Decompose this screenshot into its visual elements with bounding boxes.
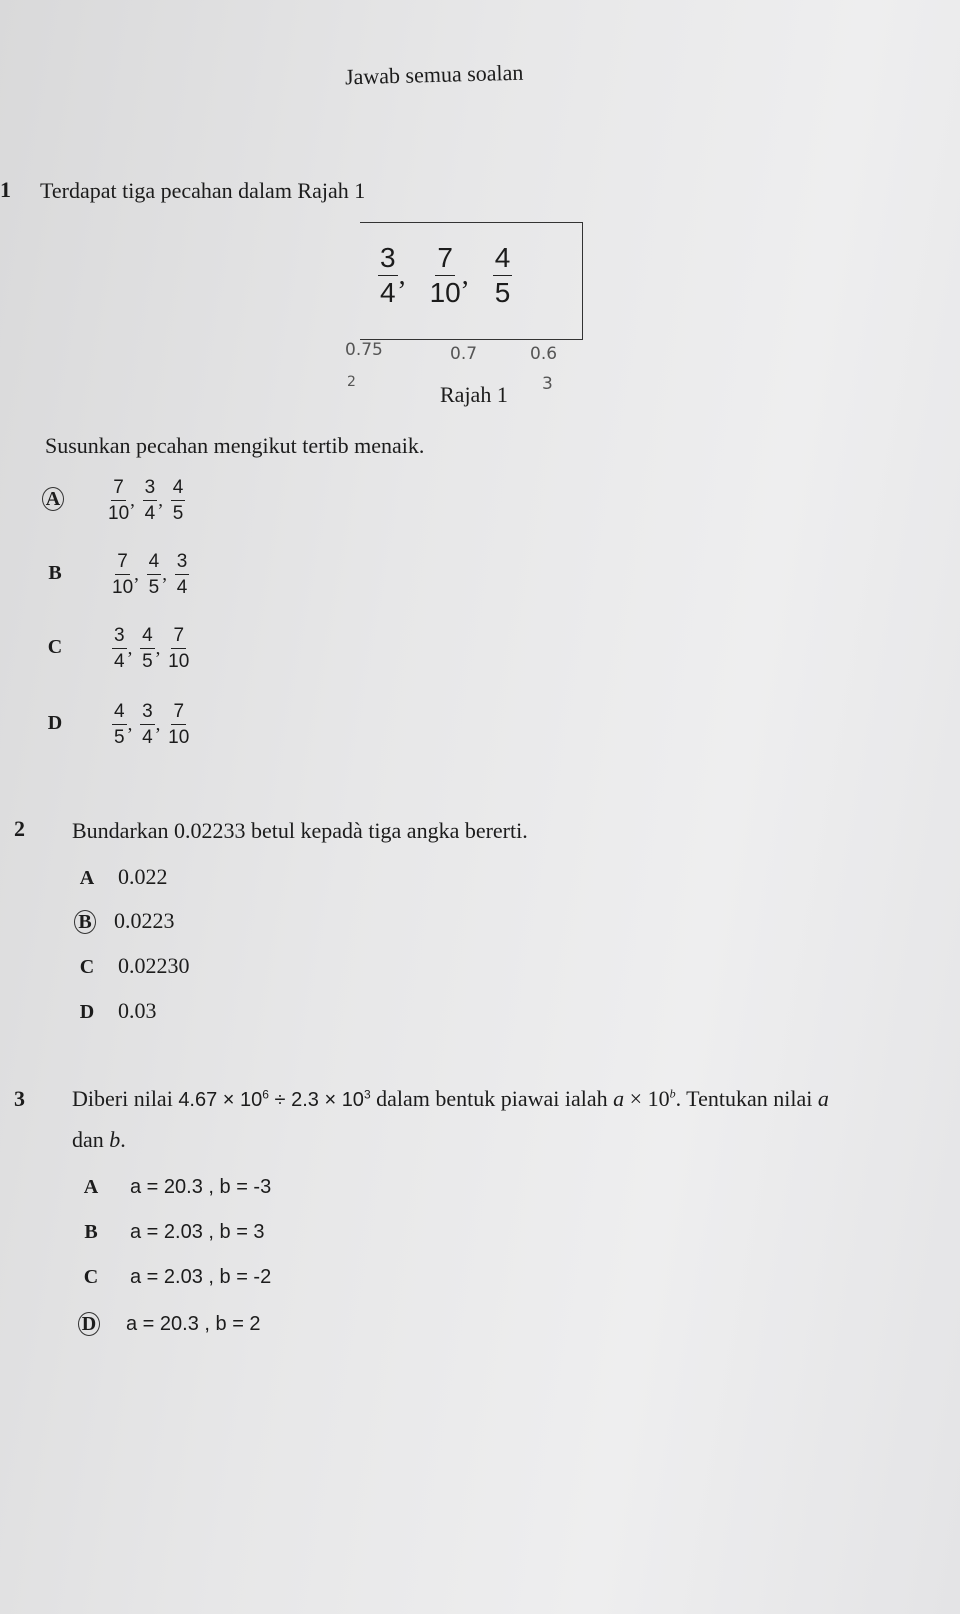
q2-option-d[interactable]	[74, 998, 157, 1024]
option-label: C	[47, 635, 63, 658]
rajah1-fractions: $\frac{3}{4}$ , $\frac{7}{10}$ , $\frac{4}{5}$	[380, 242, 511, 308]
fraction: $\frac{4}{5}$	[142, 625, 153, 672]
fraction: $\frac{3}{4}$	[176, 551, 188, 598]
q3-option-b[interactable]	[78, 1221, 265, 1244]
q1-option-b[interactable]: B $\frac{7}{10}$ , $\frac{4}{5}$ , $\frac{3}{4}$	[42, 552, 189, 597]
option-label: A	[42, 487, 64, 511]
option-label: D	[79, 1001, 95, 1023]
q1-option-c[interactable]: C $\frac{3}{4}$ , $\frac{4}{5}$ , $\frac{7}{10}$	[42, 626, 189, 671]
option-value: 0.02230	[118, 953, 190, 978]
option-value: 0.03	[118, 998, 157, 1023]
option-label: B	[74, 910, 96, 934]
fraction: $\frac{3}{4}$	[114, 625, 125, 672]
option-value: 0.0223	[114, 908, 175, 933]
q2-number: 2	[14, 816, 25, 841]
q1-prompt: Susunkan pecahan mengikut tertib menaik.	[45, 433, 425, 458]
rajah1-frac-3: $\frac{4}{5}$	[494, 242, 511, 308]
q3-option-a[interactable]	[78, 1176, 271, 1199]
q3-option-d[interactable]	[78, 1312, 261, 1336]
fraction: $\frac{7}{10}$	[168, 701, 190, 748]
q1-number: 1	[0, 177, 11, 202]
option-label: D	[47, 711, 63, 734]
option-label: B	[84, 1221, 98, 1243]
page-header: Jawab semua soalan	[344, 59, 524, 90]
q2-option-c[interactable]	[74, 953, 190, 979]
q2-text: Bundarkan 0.02233 betul kepadà tiga angka bererti.	[72, 818, 528, 843]
option-value: a = 20.3 , b = -3	[130, 1176, 272, 1198]
q2-option-a[interactable]	[74, 864, 168, 890]
fraction: $\frac{4}{5}$	[114, 701, 125, 748]
figure-label: Rajah 1	[440, 382, 508, 407]
option-label: B	[48, 561, 62, 584]
note-5: 3	[542, 374, 553, 394]
option-label: C	[79, 956, 95, 978]
rajah1-frac-1: $\frac{3}{4}$	[380, 242, 396, 308]
option-value: a = 20.3 , b = 2	[126, 1313, 261, 1335]
fraction: $\frac{4}{5}$	[172, 477, 184, 524]
q1-option-d[interactable]: D $\frac{4}{5}$ , $\frac{3}{4}$ , $\frac{7}{10}$	[42, 702, 189, 747]
q1-option-a[interactable]: A $\frac{7}{10}$ , $\frac{3}{4}$ , $\frac{4}{5}$	[42, 478, 185, 523]
note-4: 2	[347, 374, 356, 390]
fraction: $\frac{7}{10}$	[112, 551, 134, 598]
q3-expression: $4.67 \times 10^6 \div 2.3 \times 10^3$	[178, 1087, 371, 1111]
fraction: $\frac{7}{10}$	[108, 477, 130, 524]
q3-text: Diberi nilai $4.67 \times 10^6 \div 2.3 \times 10^3$ dalam bentuk piawai ialah $a \times 10^b$. Tentukan nilai a	[72, 1086, 829, 1111]
option-label: C	[83, 1266, 99, 1288]
fraction: $\frac{3}{4}$	[142, 701, 153, 748]
option-label: A	[79, 867, 95, 889]
q1-text: Terdapat tiga pecahan dalam Rajah 1	[40, 178, 366, 203]
option-label: A	[83, 1176, 99, 1198]
option-value: 0.022	[118, 864, 168, 889]
q2-option-b[interactable]	[74, 908, 175, 934]
option-value: a = 2.03 , b = 3	[130, 1221, 265, 1243]
q3-number: 3	[14, 1086, 25, 1111]
rajah1-frac-2: $\frac{7}{10}$	[429, 242, 461, 308]
fraction: $\frac{4}{5}$	[148, 551, 160, 598]
note-1: 0.75	[345, 340, 383, 360]
q3-option-c[interactable]	[78, 1266, 271, 1289]
note-3: 0.6	[530, 344, 558, 364]
q3-text-cont: dan b.	[72, 1127, 126, 1152]
fraction: $\frac{7}{10}$	[168, 625, 190, 672]
option-value: a = 2.03 , b = -2	[130, 1266, 272, 1288]
fraction: $\frac{3}{4}$	[144, 477, 156, 524]
option-label: D	[78, 1312, 100, 1336]
note-2: 0.7	[450, 344, 478, 364]
